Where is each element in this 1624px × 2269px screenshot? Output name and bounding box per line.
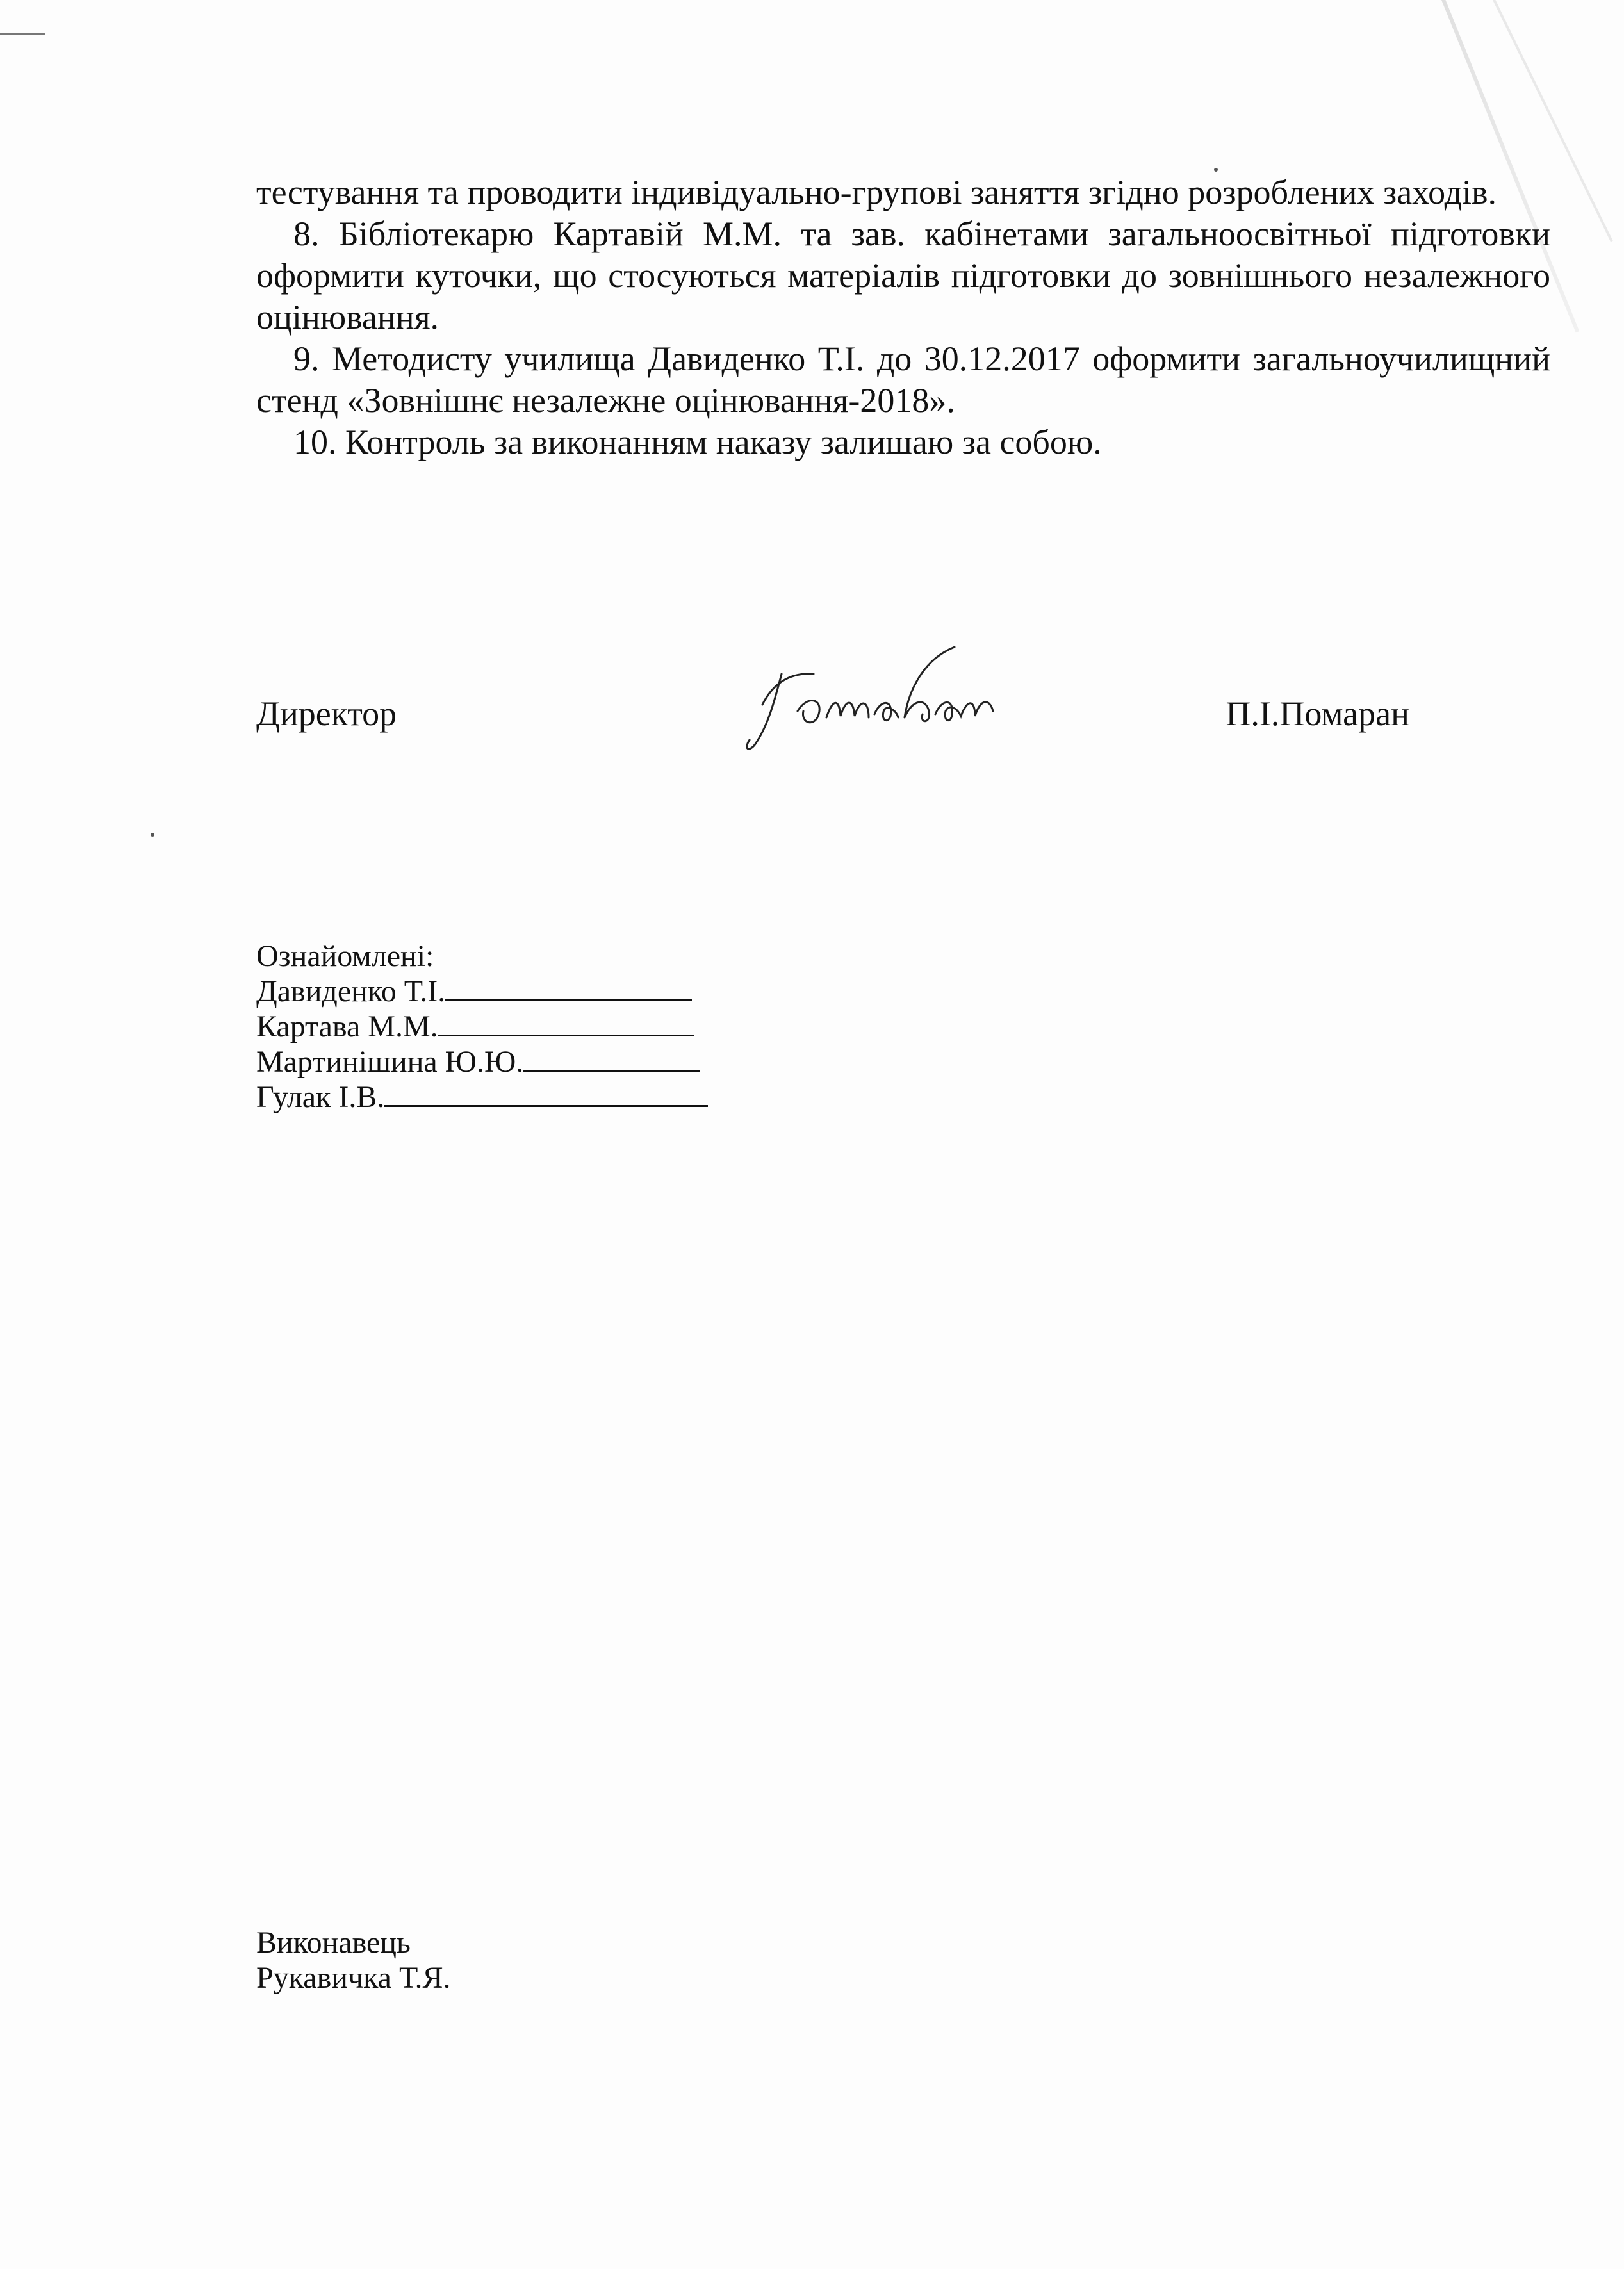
paragraph-7-continuation: тестування та проводити індивідуально-групові заняття згідно розроблених заходів. xyxy=(256,173,1497,211)
signature-line xyxy=(445,975,692,1001)
acknowledged-person xyxy=(256,1079,708,1115)
executor-name: Рукавичка Т.Я. xyxy=(256,1961,451,1995)
acknowledged-person xyxy=(256,1009,708,1044)
acknowledged-person-name: Гулак І.В. xyxy=(256,1080,385,1114)
signer-role: Директор xyxy=(256,694,397,733)
acknowledged-person-name: Давиденко Т.І. xyxy=(256,974,446,1008)
signature-line xyxy=(384,1081,708,1107)
paragraph-9: 9. Методисту училища Давиденко Т.І. до 30.12.2017 оформити загальноучилищний стенд «Зовнішнє незалежне оцінювання-2018». xyxy=(256,340,1550,420)
signature-line xyxy=(438,1010,694,1036)
order-body xyxy=(256,172,1550,463)
executor-block xyxy=(256,1925,451,1995)
acknowledgement-heading: Ознайомлені: xyxy=(256,939,434,973)
scan-corner-mark xyxy=(0,33,45,35)
scan-speck xyxy=(151,833,154,837)
acknowledged-person xyxy=(256,1044,708,1079)
acknowledged-person-name: Мартинішина Ю.Ю. xyxy=(256,1045,524,1079)
signer-name: П.І.Помаран xyxy=(1226,694,1409,733)
acknowledged-person-name: Картава М.М. xyxy=(256,1010,438,1044)
acknowledged-person xyxy=(256,974,708,1009)
signature-line xyxy=(523,1045,700,1072)
executor-label: Виконавець xyxy=(256,1926,411,1960)
handwritten-signature xyxy=(737,634,1019,762)
paragraph-10: 10. Контроль за виконанням наказу залишаю за собою. xyxy=(293,423,1102,461)
paragraph-8: 8. Бібліотекарю Картавій М.М. та зав. кабінетами загальноосвітньої підготовки оформити куточки, що стосуються матеріалів підготовки до зовнішнього незалежного оцінювання. xyxy=(256,215,1550,336)
acknowledgement-list xyxy=(256,938,708,1115)
